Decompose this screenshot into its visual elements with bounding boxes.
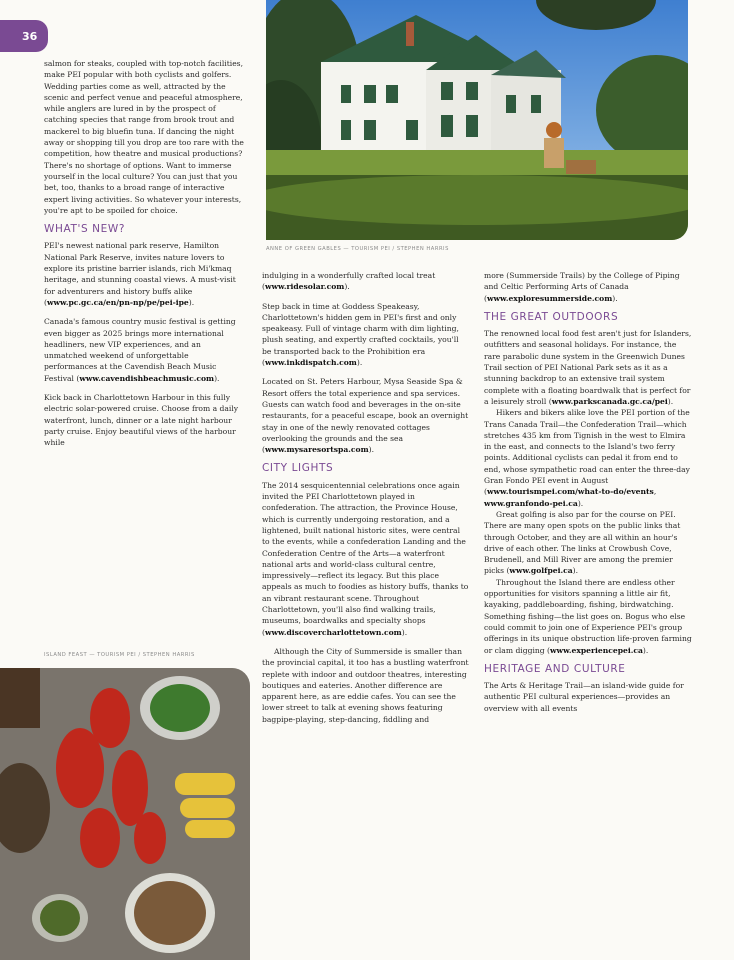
column-1 — [44, 58, 244, 457]
activities-paragraph — [484, 577, 694, 656]
seafood-feast-photo — [0, 668, 250, 960]
golf-text-end: ). — [572, 566, 579, 576]
house-illustration — [266, 0, 688, 240]
golf-paragraph — [484, 509, 694, 577]
intro-paragraph: salmon for steaks, coupled with top-notch facilities, make PEI popular with both cyclists and golfers. Wedding parties come as well, attracted by the scenic and perfect venue and peaceful atmosphere, while anglers are lured in by the prospect of catching species that range from brook trout and mackerel to big bluefin tuna. If dancing the night away or shopping till you drop are too rare with the competition, how theatre and musical productions? There's no shortage of options. Want to immerse yourself in the local culture? You can just that you bet, too, thanks to a broad range of interactive expert living activities. So whatever your interests, you're apt to be spoiled for choice. — [44, 59, 244, 215]
golf-text: Great golfing is also par for the course on PEI. There are many open spots on the public links that through October, and they are all within an hour's drive of each other. The links at Crowbush Cove, Brudenell, and Mill River are among the premier picks ( — [484, 509, 681, 576]
park-text: PEI's newest national park reserve, Hamilton National Park Reserve, invites nature lovers to explore its pristine barrier islands, rich Mi'kmaq heritage, and stunning coastal views. A must-visit for adventurers and history buffs alike ( — [44, 241, 236, 307]
summerside-paragraph: Although the City of Summerside is smaller than the provincial capital, it too has a bustling waterfront replete with indoor and outdoor theatres, interesting boutiques and eateries. Another difference are apparent here, as are eddie cafes. You can see the lower street to talk at evening shows featuring bagpipe-playing, step-dancing, fiddling and — [262, 646, 469, 724]
charlottetown-paragraph — [262, 480, 470, 638]
dunes-text-end: ). — [667, 396, 674, 406]
parks-link[interactable]: www.pc.gc.ca/en/pn-np/pe/pei-ipe — [46, 297, 189, 307]
speakeasy-text: Step back in time at Goddess Speakeasy, Charlottetown's hidden gem in PEI's first and only speakeasy. Full of vintage charm with dim lighting, plush seating, and expertly crafted cocktails, you'll be transported back to the Prohibition era ( — [262, 301, 459, 368]
solar-text-end: ). — [344, 282, 350, 292]
granfondo-link[interactable]: www.granfondo-pei.ca — [484, 498, 578, 508]
solar-text: indulging in a wonderfully crafted local treat ( — [262, 271, 436, 292]
music-festival-paragraph — [44, 316, 244, 384]
whats-new-heading: WHAT'S NEW? — [44, 223, 125, 236]
spa-text: Located on St. Peters Harbour, Mysa Seaside Spa & Resort offers the total experience and spa services. Guests can watch food and beverages in the on-site restaurants, for a peaceful escape, book an overnight stay in one of the newly renovated cottages overlooking the grounds and the sea ( — [262, 377, 469, 455]
green-gables-house-photo — [266, 0, 688, 240]
food-photo-caption: ISLAND FEAST — TOURISM PEI / STEPHEN HARRIS — [44, 652, 195, 658]
charlottetown-link[interactable]: www.discovercharlottetown.com — [264, 627, 402, 637]
ridesolar-link[interactable]: www.ridesolar.com — [264, 282, 345, 292]
music-text-end: ). — [214, 373, 220, 383]
column-2 — [262, 270, 470, 725]
house-photo-caption: ANNE OF GREEN GABLES — TOURISM PEI / STEPHEN HARRIS — [266, 246, 449, 252]
experiencepei-link[interactable]: www.experiencepei.ca — [550, 645, 643, 655]
piping-text-end: ). — [612, 293, 618, 303]
spa-paragraph — [262, 376, 470, 455]
speakeasy-link[interactable]: www.inkdispatch.com — [264, 358, 357, 368]
music-text: Canada's famous country music festival is getting even bigger as 2025 brings more international headliners, new VIP experiences, and an unmatched weekend of unforgettable performances at the Cavendish Beach Music Festival ( — [44, 317, 236, 383]
spa-text-end: ). — [368, 445, 375, 455]
page-number: 36 — [22, 29, 38, 43]
speakeasy-paragraph — [262, 301, 470, 369]
food-illustration — [0, 668, 250, 960]
trail-paragraph — [484, 407, 694, 509]
great-outdoors-heading: THE GREAT OUTDOORS — [484, 310, 619, 323]
heritage-paragraph: The Arts & Heritage Trail—an island-wide guide for authentic PEI cultural experiences—provides an overview with all events — [484, 681, 684, 713]
column-3 — [484, 270, 694, 722]
dunes-text: The renowned local food fest aren't just for Islanders, outfitters and seasonal holidays. For instance, the rare parabolic dune system in the Greenwich Dunes Trail section of PEI National Park sets as it as a stunning backdrop to an extensive trail system complete with a floating boardwalk that is perfect for a leisurely stroll ( — [484, 329, 692, 406]
charlottetown-text-end: ). — [401, 627, 408, 637]
parkscanada-link[interactable]: www.parkscanada.gc.ca/pei — [551, 396, 668, 406]
piping-paragraph — [484, 270, 694, 304]
mysa-link[interactable]: www.mysaresortspa.com — [264, 445, 369, 455]
cavendish-link[interactable]: www.cavendishbeachmusic.com — [79, 373, 215, 383]
speakeasy-text-end: ). — [356, 358, 363, 368]
park-paragraph — [44, 240, 244, 308]
solar-cruise-paragraph — [262, 270, 470, 293]
summerside-link[interactable]: www.exploresummerside.com — [486, 293, 613, 303]
golfpei-link[interactable]: www.golfpei.ca — [509, 566, 573, 576]
cruise-paragraph: Kick back in Charlottetown Harbour in this fully electric solar-powered cruise. Choose from a daily waterfront, lunch, dinner or a late night harbour party cruise. Enjoy beautiful views of the harbour while — [44, 393, 239, 448]
city-lights-heading: CITY LIGHTS — [262, 462, 334, 475]
activities-text: Throughout the Island there are endless other opportunities for visitors spanning a little air fit, kayaking, paddleboarding, fishing, birdwatching. Something fishing—the list goes on. Bogus who else could commit to join one of Experience PEI's group offerings in its unique obstruction life-proven farming or clam digging ( — [484, 577, 692, 655]
trail-text-end: ). — [577, 498, 584, 508]
page-number-tab — [0, 20, 48, 52]
tourismpei-link[interactable]: www.tourismpei.com/what-to-do/events — [486, 487, 654, 497]
activities-text-end: ). — [642, 645, 649, 655]
dunes-paragraph — [484, 328, 694, 407]
heritage-culture-heading: HERITAGE AND CULTURE — [484, 662, 626, 675]
park-text-end: ). — [188, 297, 195, 307]
trail-sep: , — [653, 487, 657, 497]
piping-text: more (Summerside Trails) by the College of Piping and Celtic Performing Arts of Canada ( — [484, 271, 680, 303]
charlottetown-text: The 2014 sesquicentennial celebrations once again invited the PEI Charlottetown played in confederation. The attraction, the Province House, which is currently undergoing restoration, and a lightened, built national historic sites, were central to the events, while a confederation Landing and the Confederation Centre of the Arts—a waterfront national arts and world-class cultural centre, impressively—reflect its legacy. But this place appeals as much to foodies as history buffs, thanks to an vibrant restaurant scene. Throughout Charlottetown, you'll also find walking trails, museums, boardwalks and specialty shops ( — [262, 480, 469, 637]
trail-text: Hikers and bikers alike love the PEI portion of the Trans Canada Trail—the Confederation Trail—which stretches 435 km from Tignish in the west to Elmira in the east, and connects to the Island's two ferry points. Additional cyclists can pedal it from end to end, whose sympathetic road can enter the three-day Gran Fondo PEI event in August ( — [484, 408, 690, 497]
